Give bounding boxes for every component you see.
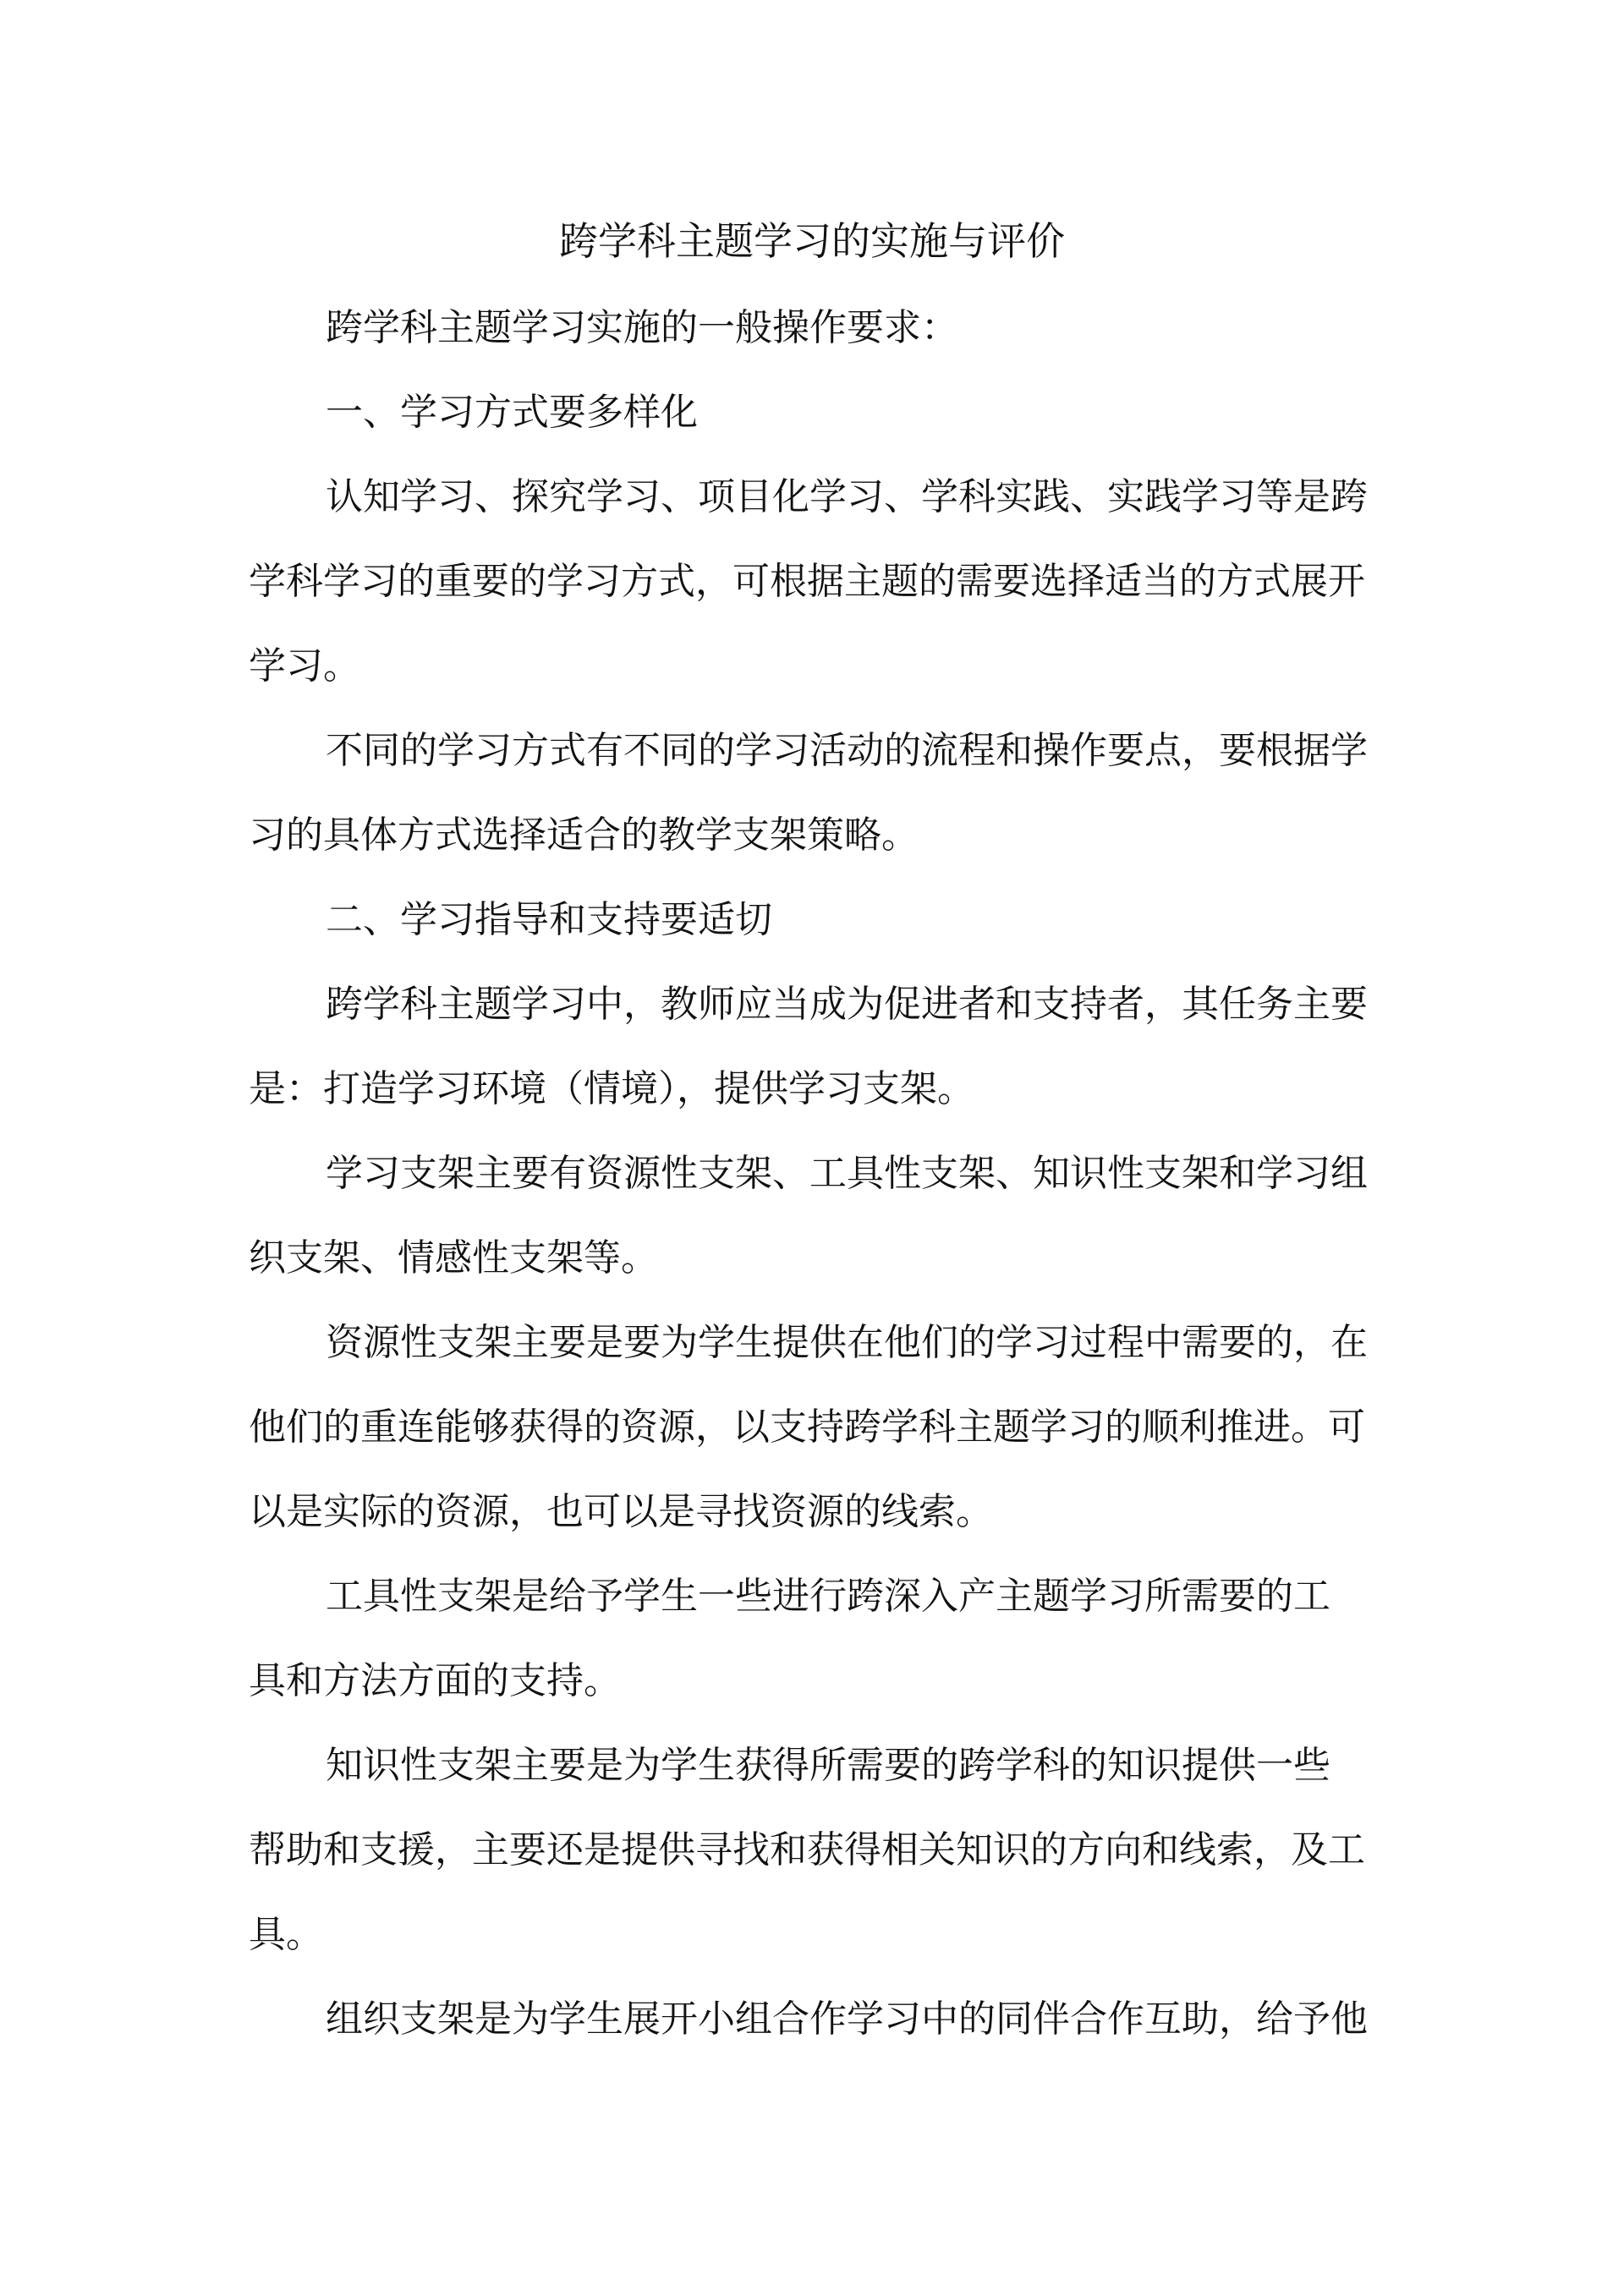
text-line: 习的具体方式选择适合的教学支架策略。 [249,814,919,857]
text-line: 学习支架主要有资源性支架、工具性支架、知识性支架和学习组 [326,1152,1368,1195]
text-line: 不同的学习方式有不同的学习活动的流程和操作要点，要根据学 [326,729,1368,772]
text-line: 跨学科主题学习实施的一般操作要求： [326,306,958,349]
text-line: 组织支架是为学生展开小组合作学习中的同伴合作互助，给予他 [326,1997,1368,2041]
section-heading: 一、学习方式要多样化 [326,391,698,434]
text-line: 是：打造学习环境（情境），提供学习支架。 [249,1067,974,1110]
text-line: 他们的重连能够获得的资源，以支持跨学科主题学习的顺利推进。可 [249,1406,1365,1449]
text-line: 具。 [249,1913,323,1956]
text-line: 认知学习、探究学习、项目化学习、学科实践、实践学习等是跨 [326,475,1368,518]
text-line: 以是实际的资源，也可以是寻找资源的线索。 [249,1490,993,1533]
text-line: 织支架、情感性支架等。 [249,1236,658,1280]
text-line: 资源性支架主要是要为学生提供在他们的学习过程中需要的，在 [326,1321,1368,1364]
text-line: 学习。 [249,644,360,688]
text-line: 帮助和支援，主要还是提供寻找和获得相关知识的方向和线索，及工 [249,1828,1365,1871]
section-heading: 二、学习指导和支持要适切 [326,898,772,941]
text-line: 具和方法方面的支持。 [249,1659,621,1702]
text-line: 工具性支架是给予学生一些进行跨深入产主题学习所需要的工 [326,1575,1330,1618]
text-line: 跨学科主题学习中，教师应当成为促进者和支持者，其任务主要 [326,983,1368,1026]
text-line: 学科学习的重要的学习方式，可根据主题的需要选择适当的方式展开 [249,560,1365,603]
text-line: 知识性支架主要是为学生获得所需要的跨学科的知识提供一些 [326,1744,1330,1787]
document-title: 跨学科主题学习的实施与评价 [559,218,1065,264]
